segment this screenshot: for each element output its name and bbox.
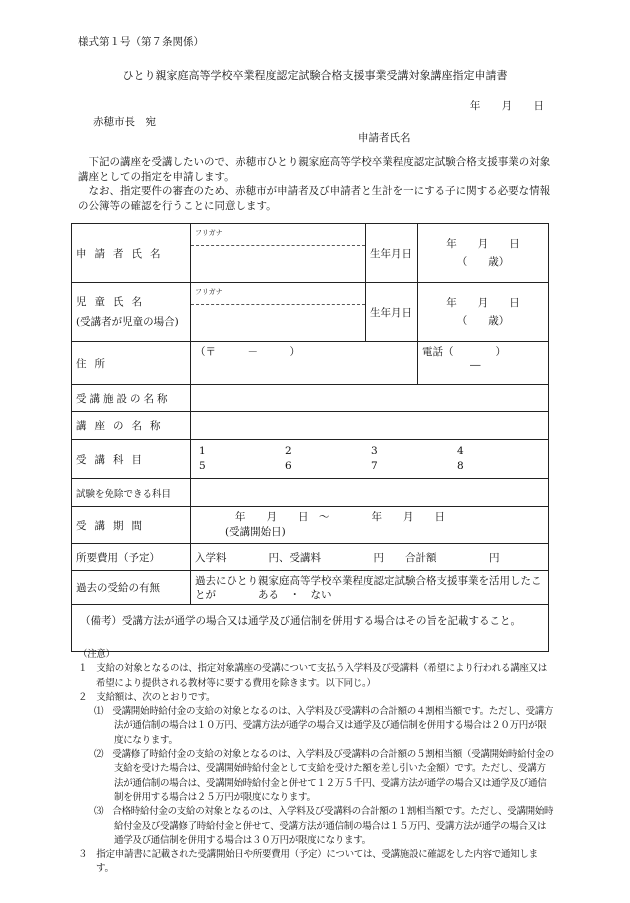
exempt-subjects-field[interactable]	[191, 479, 549, 507]
exempt-subjects-label: 試験を免除できる科目	[72, 479, 191, 507]
applicant-name-field[interactable]	[191, 224, 366, 283]
applicant-birthdate-field[interactable]: 年 月 日 （ 歳）	[418, 224, 549, 283]
past-receipt-row	[72, 571, 549, 605]
child-birthdate-field[interactable]: 年 月 日 （ 歳）	[418, 283, 549, 342]
furigana-label: フリガナ	[191, 224, 365, 246]
application-form-table	[71, 223, 549, 652]
course-label: 講座の名称	[72, 412, 191, 440]
address-label: 住所	[72, 342, 191, 385]
notes-section	[78, 648, 554, 877]
note-item-2-1: ⑴ 受講開始時給付金の支給の対象となるのは、入学料及び受講料の合計額の４割相当額です。ただし、受講方法が通信制の場合は１０万円、受講方法が通学の場合又は通学及び通信制を併用する場合は２０万円が限度になります。	[94, 706, 554, 746]
note-item-2-3: ⑶ 合格時給付金の支給の対象となるのは、入学料及び受講料の合計額の１割相当額です。ただし、受講開始時給付金及び受講修了時給付金と併せて、受講方法が通信制の場合は１５万円、受講方法が通学の場合又は通学及び通信制を併用する場合は３０万円が限度になります。	[94, 806, 554, 846]
applicant-name-label: 申請者氏名	[358, 132, 411, 144]
subjects-row	[72, 440, 549, 479]
address-field[interactable]: （〒 － ）	[191, 342, 418, 385]
child-row	[72, 283, 549, 342]
cost-label: 所要費用（予定）	[72, 544, 191, 571]
phone-field[interactable]: 電話（ ） ―	[418, 342, 549, 385]
body-paragraph-1: 下記の講座を受講したいので、赤穂市ひとり親家庭高等学校卒業程度認定試験合格支援事業の対象講座としての指定を申請します。	[78, 156, 551, 183]
body-paragraph-2: なお、指定要件の審査のため、赤穂市が申請者及び申請者と生計を一にする子に関する必要な情報の公簿等の確認を行うことに同意します。	[78, 185, 551, 212]
past-receipt-field[interactable]: 過去にひとり親家庭高等学校卒業程度認定試験合格支援事業を活用したことが ある ・ ない	[191, 571, 549, 605]
remarks-row	[72, 605, 549, 652]
child-name-label-cell: 児童氏名 (受講者が児童の場合)	[72, 283, 191, 342]
applicant-name-label-cell: 申請者氏名	[72, 224, 191, 283]
note-item-3: ３ 指定申請書に記載された受講開始日や所要費用（予定）については、受講施設に確認をした内容で通知します。	[78, 849, 538, 875]
applicant-row	[72, 224, 549, 283]
period-field[interactable]: 年 月 日 ～ 年 月 日 (受講開始日)	[191, 507, 549, 544]
period-label: 受講期間	[72, 507, 191, 544]
course-row	[72, 412, 549, 440]
facility-row	[72, 385, 549, 412]
cost-field[interactable]: 入学料 円、受講料 円 合計額 円	[191, 544, 549, 571]
subjects-field[interactable]: 1 2 3 4 5 6 7 8	[191, 440, 549, 479]
body-text	[78, 155, 558, 213]
document-title: ひとり親家庭高等学校卒業程度認定試験合格支援事業受講対象講座指定申請書	[122, 69, 508, 82]
note-item-1: １ 支給の対象となるのは、指定対象講座の受講について支払う入学料及び受講料（希望により行われる講座又は希望により提供される教材等に要する費用を除きます。以下同じ。）	[78, 663, 548, 689]
child-name-field[interactable]	[191, 283, 366, 342]
past-receipt-label: 過去の受給の有無	[72, 571, 191, 605]
note-item-2-2: ⑵ 受講修了時給付金の支給の対象となるのは、入学料及び受講料の合計額の５割相当額（受講開始時給付金の支給を受けた場合は、受講開始時給付金として支給を受けた額を差し引いた金額）です。ただし、受講方法が通信制の場合は、受講開始時給付金と併せて１２万５千円、受講方法が通学の場合又は通学及び通信制を併用する場合は２５万円が限度になります。	[94, 749, 555, 803]
birthdate-label: 生年月日	[366, 283, 418, 342]
cost-row	[72, 544, 549, 571]
addressee: 赤穂市長 宛	[93, 116, 156, 128]
period-row	[72, 507, 549, 544]
furigana-label: フリガナ	[191, 283, 365, 305]
facility-field[interactable]	[191, 385, 549, 412]
note-item-2: ２ 支給額は、次のとおりです。	[78, 691, 216, 703]
birthdate-label: 生年月日	[366, 224, 418, 283]
address-row	[72, 342, 549, 385]
application-date: 年 月 日	[469, 100, 544, 112]
facility-label: 受講施設の名称	[72, 385, 191, 412]
course-field[interactable]	[191, 412, 549, 440]
form-number: 様式第１号（第７条関係）	[78, 36, 204, 48]
remarks: （備考）受講方法が通学の場合又は通学及び通信制を併用する場合はその旨を記載すること。	[72, 605, 549, 652]
notes-heading: （注意）	[78, 649, 115, 660]
subjects-label: 受講科目	[72, 440, 191, 479]
exempt-row	[72, 479, 549, 507]
